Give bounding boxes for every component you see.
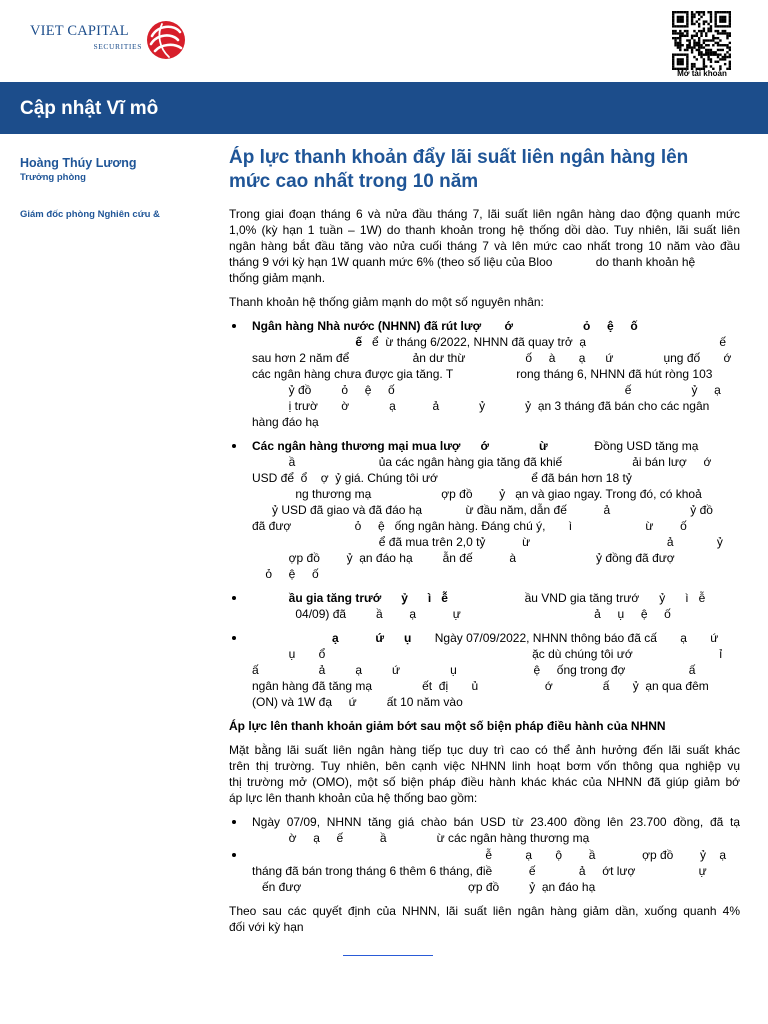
text-line: Mặt bằng lãi suất liên ngân hàng tiếp tục duy trì cao có thể ảnh hưởng đến lãi suất khác [229,743,740,757]
text-line [252,318,740,334]
text-line: đối với kỳ hạn [229,920,304,934]
text-line: trên thị trường. Tuy nhiên, bên cạnh việc NHNN linh hoạt bơm vốn thông qua nghiệp vụ [229,759,740,773]
text-line: tháng đã bán trong tháng 6 thêm 6 tháng, điề ế ả ớt lượ ự [252,864,707,878]
cause-item [229,630,740,710]
bold-lead-text: Ngân hàng Nhà nước (NHNN) đã rút lượ ớ ỏ ệ ố [252,319,638,333]
banner-title: Cập nhật Vĩ mô [20,98,159,119]
text-line: ể đã mua trên 2,0 tỷ ừ ả ỷ [252,535,723,549]
bold-lead-text: ầu gia tăng trướ ỷ ì ễ [252,591,448,605]
causes-list [229,318,740,710]
text-line: ngân hàng đã tăng mạ ết đị ủ ớ ấ ỷ ạn qua đêm [252,679,709,693]
conclusion-paragraph [229,903,740,935]
article-title-line: mức cao nhất trong 10 năm [229,171,479,192]
causes-intro [229,294,740,310]
text-line: ến đượ ợp đồ ỷ ạn đáo hạ [252,880,596,894]
article-title-line: Áp lực thanh khoản đẩy lãi suất liên ngân hàng lên [229,147,689,168]
text-line [252,334,740,350]
text-line: ng thương mạ ợp đồ ỷ ạn và giao ngay. Trong đó, có khoả [252,487,702,501]
text-line: tháng 9 với kỳ hạn 1W quanh mức 6% (theo số liệu của Bloo do thanh khoản hệ [229,255,696,269]
footer-link-underline [343,955,433,956]
text-line: áp lực lên thanh khoản của hệ thống bao gồm: [229,791,478,805]
body-text: ể ừ tháng 6/2022, NHNN đã quay trở ạ ế [362,335,727,349]
text-line: các ngân hàng chưa được gia tăng. T rong tháng 6, NHNN đã hút ròng 103 [252,367,713,381]
measures-list [229,814,740,895]
qr-code [672,11,731,70]
company-logo-subtitle: SECURITIES [93,42,142,51]
text-line: ầ ủa các ngân hàng gia tăng đã khiế ải bán lượ ớ [252,455,712,469]
text-line [252,630,740,646]
company-logo-icon [145,20,187,60]
body-text: Ngày 07/09/2022, NHNN thông báo đã cấ ạ ứ [411,631,719,645]
body-text: ầu VND gia tăng trướ ỷ ì ễ [447,591,706,605]
article-title [229,146,740,194]
measure-item [229,847,740,895]
text-line [229,718,740,734]
author-name: Hoàng Thúy Lương [20,156,137,170]
cause-item [229,590,740,622]
qr-label: Mở tài khoản [677,69,727,78]
text-line: ờ ạ ế ầ ừ các ngân hàng thương mạ [252,831,590,845]
text-line: (ON) và 1W đạ ứ ất 10 năm vào [252,695,463,709]
text-line: ỏ ệ ố [252,567,319,581]
bold-lead-text: ạ ứ ụ [252,631,412,645]
text-line: ỷ USD đã giao và đã đáo hạ ừ đầu năm, dẫn đế ả ỷ đồ [252,503,713,517]
text-line: sau hơn 2 năm để ản dư thừ ố à ạ ứ ụng đố ớ [252,351,732,365]
text-line: Trong giai đoạn tháng 6 và nửa đầu tháng 7, lãi suất liên ngân hàng dao động quanh mức [229,207,740,221]
text-line [252,590,740,606]
company-logo-name: VIET CAPITAL [30,23,129,39]
cause-item [229,318,740,430]
text-line: thị trường mở (OMO), một số biện pháp điều hành khác khác của NHNN đã giúp giảm bớ [229,775,740,789]
text-line: thống giảm mạnh. [229,271,326,285]
text-line: ỷ đồ ỏ ệ ố ế ỷ ạ [252,383,721,397]
text-line: USD để ổ ợ ỷ giá. Chúng tôi ướ ể đã bán hơn 18 tỷ [252,471,632,485]
text-line: 04/09) đã ầ ạ ự ả ụ ệ ố [252,607,671,621]
article-body [229,146,740,935]
measure-item [229,814,740,846]
text-line: ấ ả ạ ứ ụ ệ ống trong đợ ấ [252,663,696,677]
intro-paragraph [229,206,740,286]
bold-lead-text: Áp lực lên thanh khoản giảm bớt sau một số biện pháp điều hành của NHNN [229,719,666,733]
text-line: ị trườ ờ ạ ả ỷ ỷ ạn 3 tháng đã bán cho các ngân [252,399,710,413]
cause-item [229,438,740,582]
text-line: hàng đáo hạ [252,415,319,429]
author-role: Trưởng phòng [20,172,86,183]
report-type-banner [0,82,768,134]
text-line: ễ ạ ộ ầ ợp đồ ỷ ạ [252,848,727,862]
section-paragraph [229,742,740,806]
text-line: Theo sau các quyết định của NHNN, lãi suất liên ngân hàng giảm dần, xuống quanh 4% [229,904,740,918]
body-text: Đồng USD tăng mạ [547,439,699,453]
section-heading [229,718,740,734]
text-line [252,438,740,454]
text-line: 1,0% (kỳ hạn 1 tuần – 1W) do thanh khoản trong hệ thống dồi dào. Tuy nhiên, lãi suất liên [229,223,740,237]
author-department: Giám đốc phòng Nghiên cứu & [20,209,160,220]
text-line: đã đượ ỏ ệ ống ngân hàng. Đáng chú ý, ì ừ ố [252,519,687,533]
bold-lead-text: ế [252,335,363,349]
text-line: Ngày 07/09, NHNN tăng giá chào bán USD từ 23.400 đồng lên 23.700 đồng, đã tạ [252,815,740,829]
bold-lead-text: Các ngân hàng thương mại mua lượ ớ ừ [252,439,548,453]
text-line: Thanh khoản hệ thống giảm mạnh do một số nguyên nhân: [229,295,544,309]
text-line: ngân hàng bắt đầu tăng vào nửa cuối tháng 7 và lên mức cao nhất trong 10 năm vào đầu [229,239,740,253]
text-line: ợp đồ ỷ ạn đáo hạ ẫn đế à ỷ đồng đã đượ [252,551,675,565]
text-line: ụ ổ ặc dù chúng tôi ướ ỉ [252,647,723,661]
